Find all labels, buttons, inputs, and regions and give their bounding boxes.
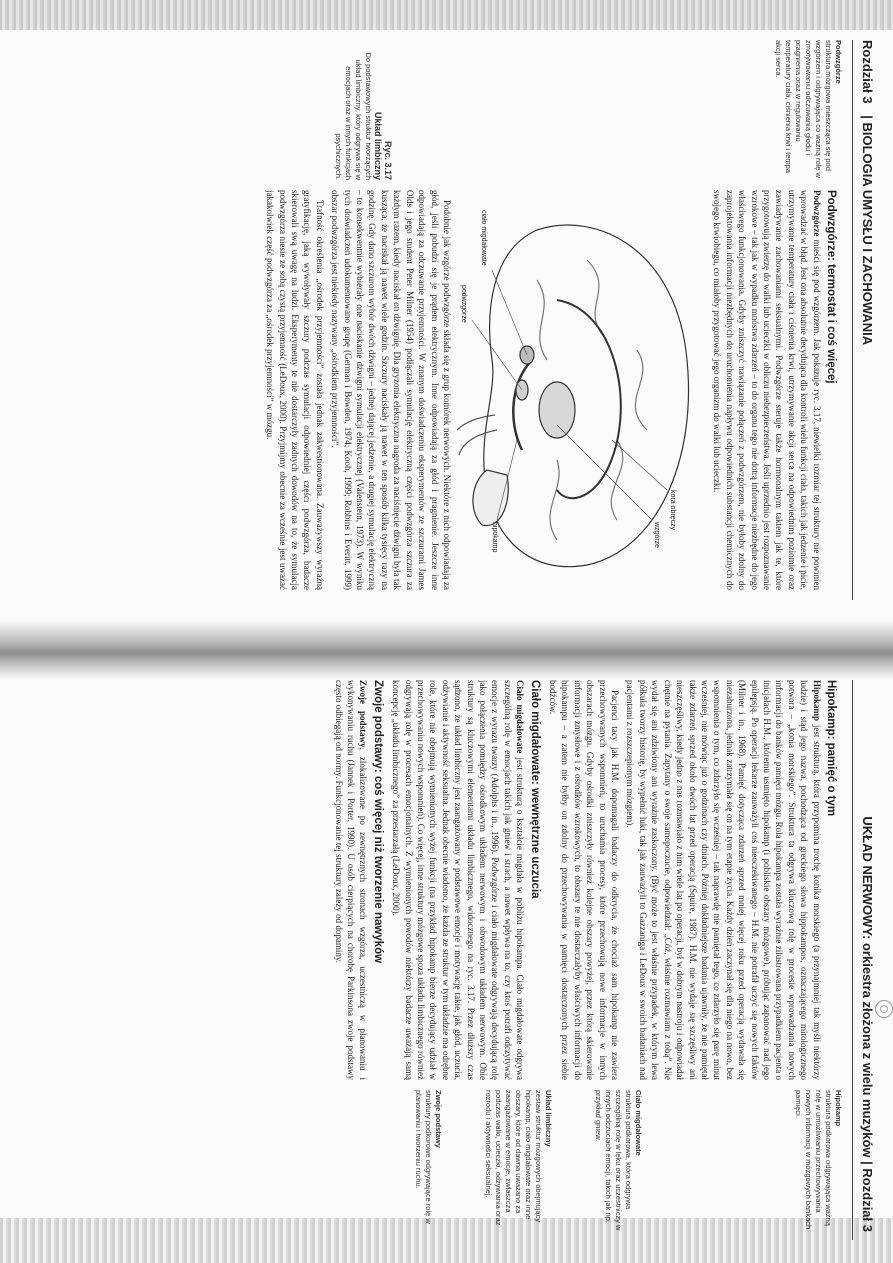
left-header-title: BIOLOGIA UMYSŁU I ZACHOWANIA [860,122,875,346]
brainstem-shape [457,415,497,455]
label-cialo-migdalowate: ciało migdałowate [479,210,487,266]
margin-note-text: struktura podkorowa, która odgrywa szczególną rolę w lęku oraz uczestniczy w innych odczuciach emocji, takich jak np. przykład gniew. [594,1090,633,1231]
right-chapter-label: Rozdział 3 [860,1168,875,1232]
paragraph-text: mieści się pod wzgórzem. Jak pokazuje ryc. 3.17, niewielki rozmiar tej struktury nie powinien wprowadzać w błąd. Jest ona absolutnie decydująca dla kontroli wielu funkcji ciała, takich jak jedzenie i picie, utrzymywanie temperatury ciała i ciśnienia krwi, utrzymywanie akcji serca na odpowiednim poziomie oraz zawiadywanie zachowaniami seksualnymi. Podwzgórze steruje także hormonalnym taktem jak te, które przygotowują zwierzę do walki lub ucieczki w obliczu niebezpieczeństwa. Jeśli uprzednio jest rozpoznawanie wzrokowe – tak jak w wypadku mnóstwa zdarzeń – to do organu tego nie dotrą informacje niezbędne do jego właściwego funkcjonowania. Gdyby zniszczyć nawiązanie połączeń z podwzgórzem, nie byłoby zdolny do zaprojektowania informacji niezbędnych do uruchomienia napływu odpowiednich substancji chemicznych do swojego krwiobiegu, co miałoby przygotować jego organizm do walki lub ucieczki. [712,190,822,590]
paragraph-text: Podobnie jak wzgórze podwzgórze składa się z grup komórek nerwowych. Niektóre z nich odpowiadają za głód, jeśli pobudzi się je prądem elektrycznym. Inne odpowiadają za głód i pragnienie. Jeszcze inne odpowiadają za odczuwanie przyjemności. W znanym doświadczeniu eksperymentów ze szczurami James Olds i jego student Peter Milner (1954) podłączali symulację elektryczną części podwzgórza szczura za każdym razem, kiedy naciskał on dźwignię. Dla gryzonia elektryczna nagroda za naciśnięcie dźwigni była tak kusząca, że naciskał ją nawet wiele godzin. Szczury naciskały ją nawet w ten sposób kilka tysięcy razy na godzinę. Gdy dano szczurom wybór dwóch dźwigni – jednej dającej jedzenie, a drugiej symulację elektryczną – to konsekwentnie wybierały one naciskanie dźwigni symulacji elektrycznej (Valenstein, 1973). W wyniku tych doświadczeń udokumentowano grupę (German i Bowden, 1974; Koob, 1999; Robbins i Everitt, 1999) obszar podwzgórza jest niekiedy nazywany „ośrodkiem przyjemności”. [330,190,452,590]
margin-note-text: zestaw struktur mózgowych obejmujący hipokamp, ciało migdałowate oraz inne obszary, które od dawna uważano za zaangażowane w emocje, zwłaszcza podczas walki, ucieczki, odżywiania oraz rozrodu i aktywności seksualnej. [484,1090,543,1226]
margin-note-text: struktura mózgowa mieszcząca się pod wzgórzem i odgrywająca co ważną rolę w zmotywowaniu odczuwania głodu i pragnienia oraz w regulowaniu temperatury ciała, ciśnienia krwi i tempa akcji serca. [774,40,833,178]
paragraph-lead-term: Zwoje podstawy [358,680,369,748]
margin-note-text: struktury podkorowe odgrywające rolę w planowaniu i tworzeniu ruchu. [414,1090,433,1224]
right-text-column [43,680,843,1080]
section-title-podwzgorze: Podwzgórze: termostat i coś więcej [825,190,837,384]
margin-note-uklad-limbiczny [483,1090,553,1240]
label-podwzgorze: podwzgórze [459,285,467,323]
margin-note-term: Zwoje podstawy [434,1090,443,1148]
thalamus-shape [539,382,575,438]
paragraph-text: Pacjenci tacy jak H.M. dopomagali badaczy do odkrycia, że chociaż sam hipokamp nie zawiera przechowywanych wspomnień, to uruchamia procesy, które przechowują nowe informacje w innych obszarach mózgu. Gdyby ośrodki zniszczyły również kolejne obszary powyżej, przez którą skierowanie informacji zmysłowe i z ośrodków wzrokowych, to obszary te nie dostarczałyby właściwych informacji do hipokampu – a zatem nie byłby on zdolny do przechowywania w pamięci dostarczonych przez siebie bodźców. [548,680,621,1080]
paragraph [624,680,823,1080]
label-wzgorze: wzgórze [652,522,660,549]
scan-binding-marker [875,1000,893,1018]
label-hipokamp: hipokamp [490,522,498,553]
right-header-rule [852,680,853,1240]
section-title-hipokamp: Hipokamp: pamięć o tym [825,680,837,817]
figure-caption-number: Ryc. 3.17 [383,140,393,180]
margin-note-hipokamp [793,1090,843,1240]
paragraph-lead-term: Ciało migdałowate [515,680,526,754]
right-header-title: UKŁAD NERWOWY: orkiestra złożona z wielu muzyków [860,816,875,1158]
figure-caption-title: Układ limbiczny [373,111,383,180]
left-margin-notes [513,40,843,180]
paragraph [390,680,526,1080]
right-header-divider: | [860,1161,875,1165]
figure-caption-text: Do podstawowych struktur tworzących układ limbiczny, który odgrywa się w emocjach oraz w innych funkcjach psychicznych. [334,52,373,180]
label-kora-obreczy: kora obręczy [668,490,676,531]
margin-note-text: struktura podkorowa odgrywająca ważną rolę w umożliwianiu przechowywania nowych informacji w mózgowych bankach pamięci. [794,1090,833,1230]
left-chapter-label: Rozdział 3 [860,40,875,104]
paragraph [264,190,326,590]
right-running-header [860,680,875,1240]
margin-note-term: Podwzgórze [834,40,843,84]
hippocampus-shape [513,360,532,450]
paragraph-text: jest strukturą o kształcie migdała w pobliżu hipokampa. Ciało migdałowate odgrywa szczególną rolę w emocjach takich jak gniew i strach, a nawet wpływa na to, czy ktoś potrafi odczytywać emocje z wyrazu twarzy (Adolphs i in., 1996). Podwzgórze i ciało migdałowate odgrywają decydującą rolę jako połączenia pomiędzy ośrodkowym układem nerwowym i obwodowym układem nerwowym. Obie struktury są kluczowymi elementami układu limbicznego, widocznego na ryc. 3.17. Przez dłuższy czas sądzono, że układ limbiczny jest zaangażowany w podstawowe emocje i motywację takie, jak głód, uczucia, odżywianie i aktywność seksualna. Jednak obecnie wiadomo, że każda ze struktur w tym układzie ma odrębne role, które nie obejmują wymienionych wyżej funkcji (na przykład hipokamp bierze decydujący udział w przechowywaniu nowych wspomnień). Co więcej, inne struktury mózgowe spoza układu limbicznego również odgrywają rolę w procesach emocjonalnych. Z wymienionych powodów niektórzy badacze uważają samą koncepcję „układu limbicznego” za przestarzałą (LeDoux, 2000). [391,680,526,1080]
paragraph-text: jest strukturą, która przypomina trochę konika morskiego (a przynajmniej tak myśli niektórzy ludzie) i stąd jego nazwa, pochodząca od greckiego słowa hippokampos, oznaczającego mitologicznego potwora – „konia morskiego”. Struktura ta odgrywa kluczową rolę w procesie wprowadzania nowych informacji do banków pamięci mózgu. Rola hipokampa została wyraźnie zilustrowana przypadkiem pacjenta o inicjałach H.M., któremu usunięto hipokamp (i pobliskie obszary mózgowe), próbując zapanować nad jego epilepsją. Po operacji lekarze zauważyli coś nieoczekiwanego – H.M. nie potrafił uczyć się nowych faktów (Milner i in., 1968). Pamięć dotycząca zdarzeń sprzed mniej więcej roku przed operacją wydawała się niezaburzona, jednak zatrzymała się on na tym etapie życia. Każdy dzień zaczynał się dla niego na nowo, bez wspomnienia o tym, co zdarzyło się wcześniej – tak naprawdę nie pamiętał tego, co zdarzyło się parę minut wcześniej, nie mówiąc już o godzinach czy dniach. Później dokładniejsze badania ujawniły, że nie pamiętał także zdarzeń sprzed około dwóch lat przed operacją (Squire, 1987). H.M. nie wydaje się szczęśliwy ani nieszczęśliwy, kiedy jedno z nas rozmawiało z nim wiele lat po operacji, był w dobrym nastroju i odpowiadał chętnie na pytania. Zapytany o swoje samopoczucie, odpowiedział: „Cóż, właśnie rozmawiam z tobą”. Nie wydał się ani zdziwiony ani wyraźnie zaskoczony. (Być może to jest właśnie przypadek, w którym lewa półkula tworzy historię, by wypełnić luki, tak jak zauważyli to Gazzaniga i LeDoux w swoich badaniach nad pacjentami z rozszczepionym mózgiem). [625,680,822,1080]
left-running-header [860,40,875,600]
margin-note-cialo-migdalowate [593,1090,643,1240]
section-title-zwoje-podstawy: Zwoje podstawy: coś więcej niż tworzenie nawyków [371,680,384,964]
paragraph [332,680,369,1080]
section-title-cialo-migdalowate: Ciało migdałowate: wewnętrzne uczucia [528,680,541,899]
margin-note-podwzgorze [773,40,843,180]
paragraph [329,190,453,590]
margin-note-term: Układ limbiczny [544,1090,553,1147]
paragraph [711,190,823,590]
margin-note-term: Ciało migdałowate [634,1090,643,1156]
right-margin-notes [63,1090,843,1240]
cerebellum-shape [473,470,508,526]
left-text-column [83,190,843,590]
left-header-rule [852,40,853,600]
margin-note-zwoje-podstawy [413,1090,443,1240]
paragraph-text: , zlokalizowane po zewnętrznych stronach wzgórza, uczestniczą w planowaniu i wykonywaniu ruchu (Jannek i Porter, 1990). U osób cierpiących na chorobę Parkinsona zwoje podstawy często odbiegają od normy. Funkcjonowanie tej struktury zależy od dopaminy. [333,680,369,1080]
paragraph [547,680,621,1080]
paragraph-lead-term: Hipokamp [811,680,822,722]
paragraph-text: Trafność określenia „ośrodek przyjemności” została jednak zakwestionowana. Zauważywszy wyraźną gratyfikację, jaką wywoływały szczury podczas symulacji odpowiedniej części podwzgórza, badacze skierowali swą uwagę na ludzi. Eksperymenty te nie dostarczyły żadnych dowodów na to, że symulacja podwzgórza niesie ze sobą czystą przyjemność (LeDoux, 2000). Przyjmijmy obecnie za wcześnie jest uważać jakakolwiek część podwzgórza za „ośrodek przyjemności” w mózgu. [265,190,325,590]
paragraph-lead-term: Podwzgórze [811,190,822,237]
margin-note-term: Hipokamp [834,1090,843,1127]
left-header-divider: | [860,115,875,119]
limbic-system-figure [457,190,707,590]
figure-caption [173,40,393,180]
